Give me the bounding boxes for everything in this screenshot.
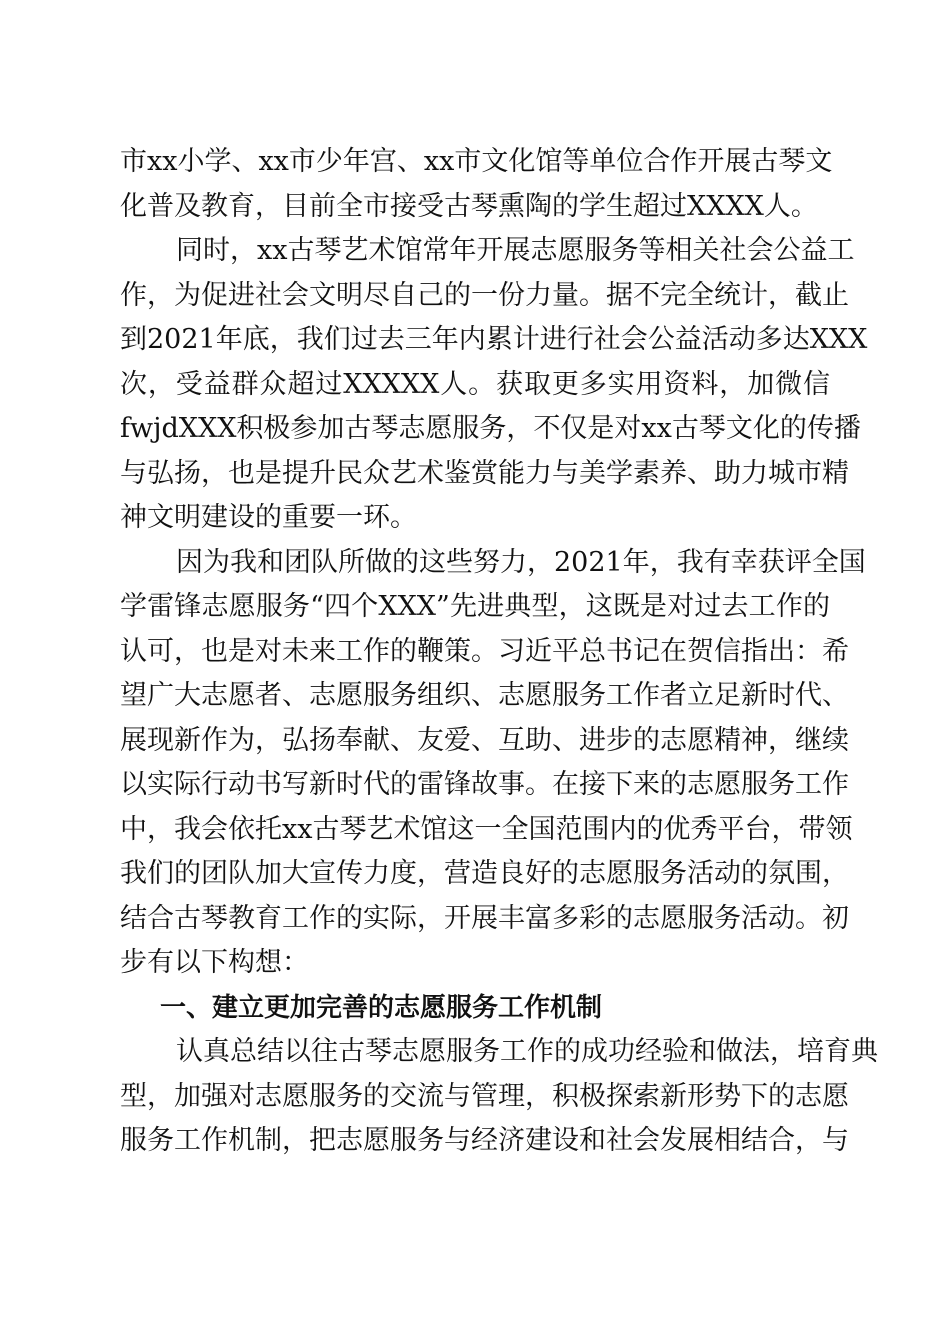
text-line: 我们的团队加大宣传力度，营造良好的志愿服务活动的氛围， — [120, 858, 849, 889]
text-line: 展现新作为，弘扬奉献、友爱、互助、进步的志愿精神，继续 — [120, 724, 849, 756]
text-line: 结合古琴教育工作的实际，开展丰富多彩的志愿服务活动。初 — [120, 902, 849, 934]
text-line: 同时，xx古琴艺术馆常年开展志愿服务等相关社会公益工 — [176, 235, 855, 266]
text-line: 神文明建设的重要一环。 — [120, 502, 417, 533]
section-heading: 一、建立更加完善的志愿服务工作机制 — [160, 992, 603, 1023]
text-line: 因为我和团队所做的这些努力，2021年，我有幸获评全国 — [176, 546, 866, 578]
text-line: 次，受益群众超过XXXXX人。获取更多实用资料，加微信 — [120, 368, 830, 400]
text-line: 步有以下构想： — [120, 947, 309, 978]
text-line: 望广大志愿者、志愿服务组织、志愿服务工作者立足新时代、 — [120, 680, 849, 711]
text-line: 型，加强对志愿服务的交流与管理，积极探索新形势下的志愿 — [120, 1080, 849, 1112]
text-line: 到2021年底，我们过去三年内累计进行社会公益活动多达XXX — [120, 324, 868, 355]
text-line: 与弘扬，也是提升民众艺术鉴赏能力与美学素养、助力城市精 — [120, 457, 849, 489]
text-line: fwjdXXX积极参加古琴志愿服务，不仅是对xx古琴文化的传播 — [120, 413, 861, 444]
text-line: 认真总结以往古琴志愿服务工作的成功经验和做法，培育典 — [176, 1036, 878, 1067]
text-line: 中，我会依托xx古琴艺术馆这一全国范围内的优秀平台，带领 — [120, 813, 853, 845]
text-line: 以实际行动书写新时代的雷锋故事。在接下来的志愿服务工作 — [120, 769, 849, 800]
text-line: 作，为促进社会文明尽自己的一份力量。据不完全统计，截止 — [120, 279, 849, 311]
text-line: 市xx小学、xx市少年宫、xx市文化馆等单位合作开展古琴文 — [120, 146, 833, 177]
text-line: 学雷锋志愿服务“四个XXX”先进典型，这既是对过去工作的 — [120, 591, 830, 622]
text-line: 服务工作机制，把志愿服务与经济建设和社会发展相结合，与 — [120, 1125, 849, 1156]
text-line: 化普及教育，目前全市接受古琴熏陶的学生超过XXXX人。 — [120, 190, 818, 222]
document-page — [120, 140, 878, 1164]
text-line: 认可，也是对未来工作的鞭策。习近平总书记在贺信指出：希 — [120, 635, 849, 667]
